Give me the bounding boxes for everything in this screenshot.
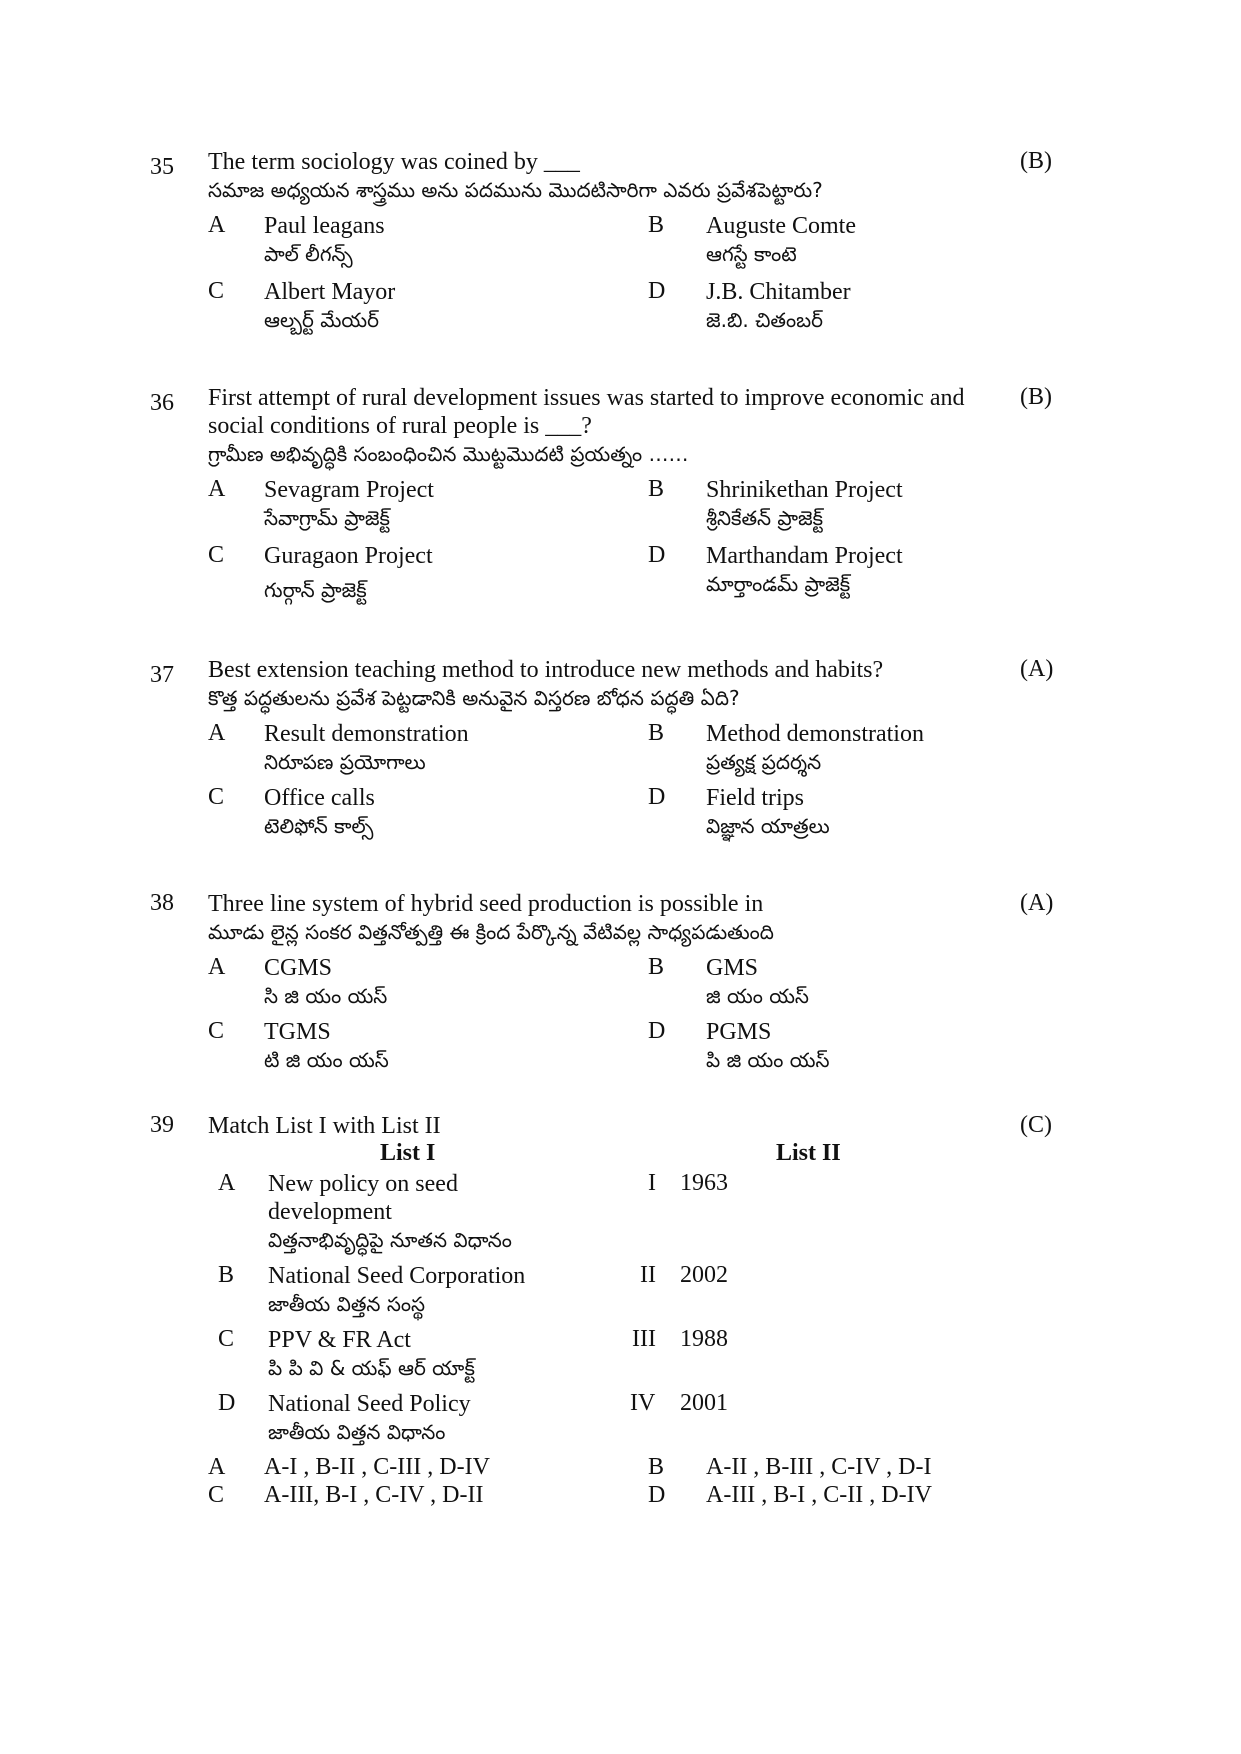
option-text: A-III , B-I , C-II , D-IV [706, 1482, 932, 1508]
option-telugu: పి జి యం యస్ [706, 1048, 830, 1072]
option-letter: A [208, 212, 226, 238]
list-1-heading: List I [380, 1140, 436, 1166]
option-english: Method demonstration [706, 721, 924, 747]
row-year: 1988 [680, 1326, 728, 1352]
stem-english: Three line system of hybrid seed production is possible in [208, 891, 764, 917]
option-telugu: టి జి యం యస్ [264, 1048, 389, 1072]
stem-telugu: సమాజ అధ్యయన శాస్త్రము అను పదమును మొదటిసారిగా ఎవరు ప్రవేశపెట్టారు? [208, 178, 823, 202]
row-telugu: పి పి వి & యఫ్ ఆర్ యాక్ట్ [268, 1356, 475, 1380]
stem-english: The term sociology was coined by ___ [208, 149, 580, 175]
row-year: 2002 [680, 1262, 728, 1288]
answer-key: (B) [1020, 148, 1052, 174]
option-english: Shrinikethan Project [706, 477, 903, 503]
row-year: 2001 [680, 1390, 728, 1416]
option-english: GMS [706, 955, 759, 981]
question-stem [208, 1112, 1008, 1140]
option-telugu: జి యం యస్ [706, 984, 809, 1008]
option-english: Auguste Comte [706, 213, 856, 239]
option-text: A-III, B-I , C-IV , D-II [264, 1482, 484, 1508]
option-english: Field trips [706, 785, 805, 811]
option-telugu: శ్రీనికేతన్ ప్రాజెక్ట్ [706, 506, 824, 530]
question-number: 35 [150, 154, 174, 180]
stem-english: Best extension teaching method to introduce new methods and habits? [208, 657, 884, 683]
question-number: 36 [150, 390, 174, 416]
option-letter: C [208, 1018, 225, 1044]
list-2-heading: List II [776, 1140, 841, 1166]
option-english: Result demonstration [264, 721, 469, 747]
stem-telugu: గ్రామీణ అభివృద్ధికి సంబంధించిన మొట్టమొదటి ప్రయత్నం …… [208, 442, 689, 466]
option-text: A-I , B-II , C-III , D-IV [264, 1454, 490, 1480]
option-letter: D [648, 784, 666, 810]
row-letter: C [218, 1326, 235, 1352]
option-telugu: ఆగస్టే కాంటె [706, 242, 797, 266]
answer-key: (B) [1020, 384, 1052, 410]
stem-english: Match List I with List II [208, 1113, 441, 1139]
option-telugu: గుర్గాన్ ప్రాజెక్ట్ [264, 578, 367, 602]
option-english: Marthandam Project [706, 543, 903, 569]
row-roman: IV [630, 1390, 656, 1416]
option-english: J.B. Chitamber [706, 279, 851, 305]
option-telugu: నిరూపణ ప్రయోగాలు [264, 750, 426, 774]
option-letter: C [208, 542, 225, 568]
row-english: National Seed Corporation [268, 1263, 526, 1289]
option-telugu: మార్తాండమ్ ప్రాజెక్ట్ [706, 572, 851, 596]
option-letter: C [208, 278, 225, 304]
answer-key: (A) [1020, 890, 1054, 916]
option-english: CGMS [264, 955, 333, 981]
option-letter: A [208, 476, 226, 502]
row-year: 1963 [680, 1170, 728, 1196]
row-letter: D [218, 1390, 236, 1416]
row-telugu: జాతీయ విత్తన విధానం [268, 1420, 446, 1444]
question-stem [208, 384, 1008, 468]
option-text: A-II , B-III , C-IV , D-I [706, 1454, 932, 1480]
option-telugu: ఆల్బర్ట్ మేయర్ [264, 308, 379, 332]
row-letter: B [218, 1262, 235, 1288]
option-telugu: జె.బి. చితంబర్ [706, 308, 823, 332]
option-letter: B [648, 476, 665, 502]
option-english: Paul leagans [264, 213, 385, 239]
answer-key: (A) [1020, 656, 1054, 682]
question-stem [208, 890, 1008, 946]
option-telugu: టెలిఫోన్ కాల్స్ [264, 814, 374, 838]
option-letter: B [648, 720, 665, 746]
option-english: PGMS [706, 1019, 772, 1045]
option-letter: B [648, 212, 665, 238]
option-letter: D [648, 278, 666, 304]
option-letter: B [648, 954, 665, 980]
option-letter: B [648, 1454, 665, 1480]
option-letter: C [208, 784, 225, 810]
option-english: Sevagram Project [264, 477, 434, 503]
option-english: Guragaon Project [264, 543, 433, 569]
option-telugu: సేవాగ్రామ్ ప్రాజెక్ట్ [264, 506, 390, 530]
option-english: TGMS [264, 1019, 331, 1045]
option-letter: D [648, 542, 666, 568]
option-telugu: ప్రత్యక్ష ప్రదర్శన [706, 750, 822, 774]
row-roman: I [648, 1170, 656, 1196]
question-stem [208, 148, 1008, 204]
answer-key: (C) [1020, 1112, 1052, 1138]
question-number: 38 [150, 890, 174, 916]
row-letter: A [218, 1170, 236, 1196]
option-letter: A [208, 1454, 226, 1480]
row-english: New policy on seed [268, 1171, 458, 1197]
row-english: PPV & FR Act [268, 1327, 411, 1353]
option-letter: A [208, 954, 226, 980]
option-letter: D [648, 1482, 666, 1508]
option-english: Albert Mayor [264, 279, 396, 305]
row-telugu: జాతీయ విత్తన సంస్థ [268, 1292, 426, 1316]
question-stem [208, 656, 1008, 712]
option-telugu: సి జి యం యస్ [264, 984, 388, 1008]
question-number: 39 [150, 1112, 174, 1138]
option-telugu: పాల్ లీగన్స్ [264, 242, 353, 266]
option-telugu: విజ్ఞాన యాత్రలు [706, 814, 830, 838]
row-roman: III [632, 1326, 656, 1352]
row-roman: II [640, 1262, 656, 1288]
stem-telugu: కొత్త పద్ధతులను ప్రవేశ పెట్టడానికి అనువైన విస్తరణ బోధన పద్ధతి ఏది? [208, 686, 740, 710]
stem-english: First attempt of rural development issues was started to improve economic and social conditions of rural people is ___? [208, 385, 965, 439]
question-number: 37 [150, 662, 174, 688]
stem-telugu: మూడు లైన్ల సంకర విత్తనోత్పత్తి ఈ క్రింద పేర్కొన్న వేటివల్ల సాధ్యపడుతుంది [208, 920, 774, 944]
row-english: National Seed Policy [268, 1391, 471, 1417]
option-letter: C [208, 1482, 225, 1508]
row-english-cont: development [268, 1199, 392, 1225]
option-letter: A [208, 720, 226, 746]
option-letter: D [648, 1018, 666, 1044]
row-telugu: విత్తనాభివృద్ధిపై నూతన విధానం [268, 1228, 512, 1252]
option-english: Office calls [264, 785, 375, 811]
